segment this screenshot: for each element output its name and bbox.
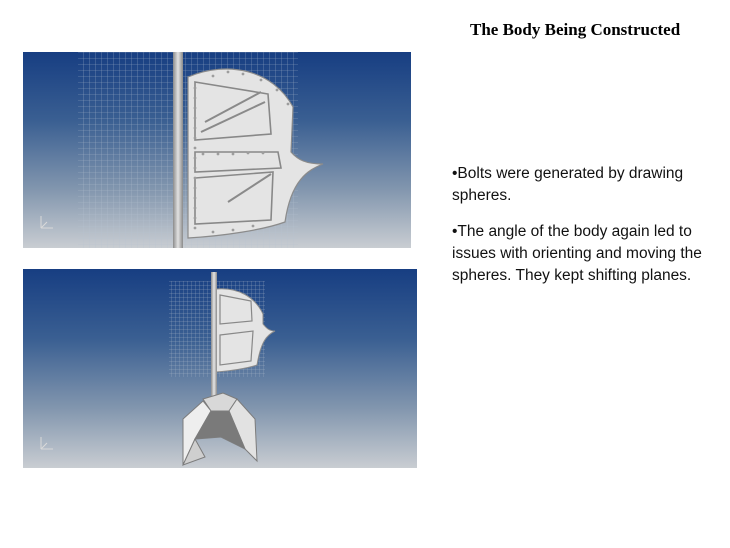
axis-triad-icon	[41, 437, 53, 449]
bullet-list	[452, 163, 714, 301]
cad-viewport-top-screenshot	[23, 52, 411, 248]
slide-title: The Body Being Constructed	[470, 20, 681, 39]
cad-body-full-view	[23, 269, 417, 468]
bullet-item: •Bolts were generated by drawing spheres.	[452, 165, 684, 204]
base-assembly	[183, 393, 257, 465]
bullet-item: •The angle of the body again led to issues with orienting and moving the spheres. They kept shifting planes.	[452, 223, 702, 284]
axis-triad-icon	[41, 216, 53, 228]
cad-body-side-view	[23, 52, 411, 248]
vertical-rod	[173, 52, 183, 248]
vertical-rod	[211, 272, 217, 400]
body-panel	[216, 289, 275, 372]
cad-viewport-bottom-screenshot	[23, 269, 417, 468]
